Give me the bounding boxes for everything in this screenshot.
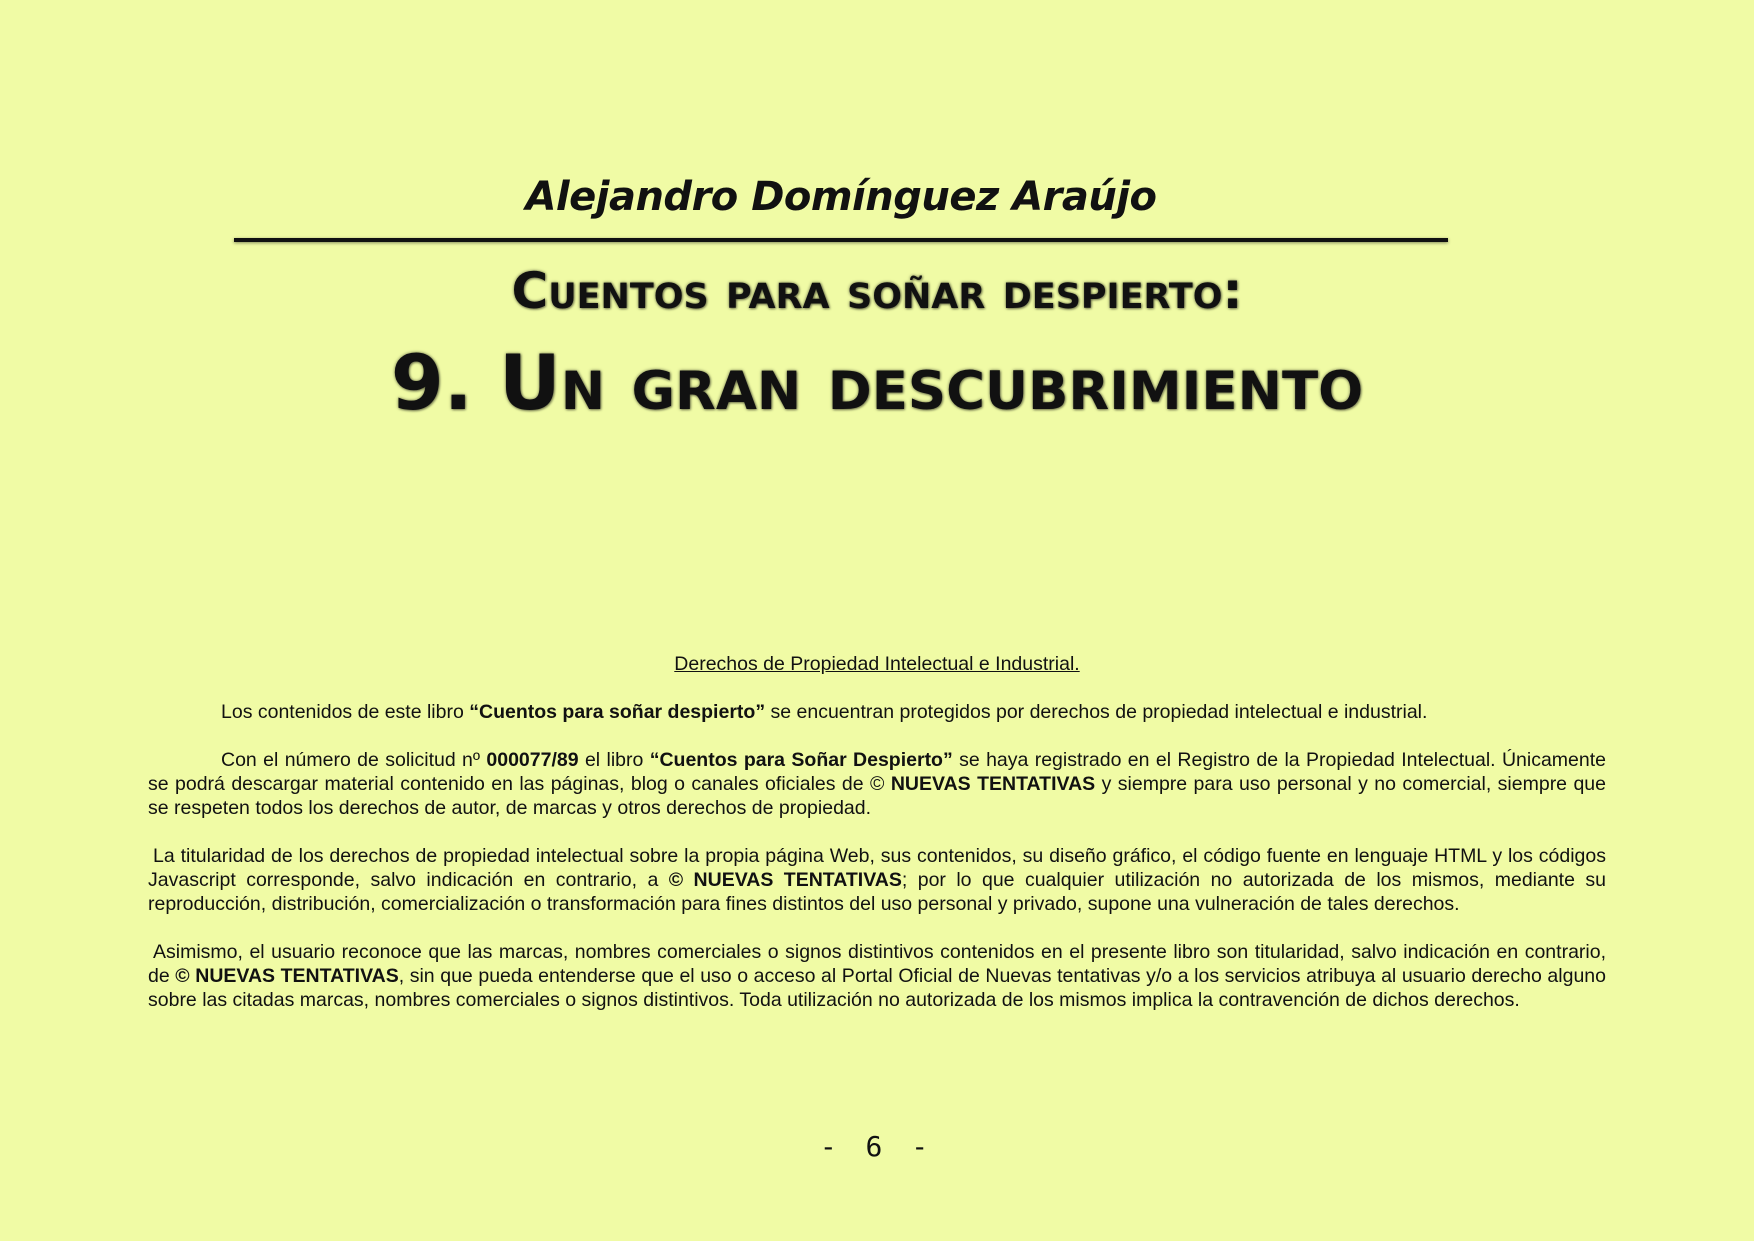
series-title: Cuentos para soñar despierto: — [511, 262, 1243, 320]
text-run: Con el número de solicitud nº — [221, 749, 487, 771]
legal-heading: Derechos de Propiedad Intelectual e Industrial. — [674, 653, 1080, 675]
legal-paragraph-4 — [148, 940, 1606, 1012]
legal-notice — [148, 652, 1606, 1036]
text-run: se haya registrado en el Registro de la Propiedad Intelectual. Únicamente se podrá descargar material contenido en las páginas, blog o canales oficiales de © — [148, 749, 1606, 795]
text-run: ; por lo que cualquier utilización no autorizada de los mismos, mediante su reproducción, distribución, comercialización o transformación para fines distintos del uso personal y privado, supone una vulneración de tales derechos. — [148, 869, 1606, 915]
publisher-name: © NUEVAS TENTATIVAS — [175, 965, 399, 987]
legal-paragraph-2 — [148, 748, 1606, 820]
publisher-name: NUEVAS TENTATIVAS — [890, 773, 1096, 795]
book-title-bold: “Cuentos para Soñar Despierto” — [649, 749, 953, 771]
author-name: Alejandro Domínguez Araújo — [525, 174, 1157, 220]
text-run: Los contenidos de este libro — [221, 701, 470, 723]
header-divider — [234, 238, 1448, 242]
registration-number: 000077/89 — [486, 749, 579, 771]
page-number: - 6 - — [819, 1130, 935, 1163]
text-run: Asimismo, el usuario reconoce que las marcas, nombres comerciales o signos distintivos contenidos en el presente libro son titularidad, salvo indicación en contrario, de — [148, 941, 1606, 987]
book-title-bold: “Cuentos para soñar despierto” — [469, 701, 766, 723]
legal-paragraph-3 — [148, 844, 1606, 916]
text-run: el libro — [578, 749, 650, 771]
chapter-title: 9. Un gran descubrimiento — [390, 338, 1364, 427]
text-run: se encuentran protegidos por derechos de propiedad intelectual e industrial. — [765, 701, 1428, 723]
legal-paragraph-1 — [148, 700, 1606, 724]
text-run: y siempre para uso personal y no comercial, siempre que se respeten todos los derechos de autor, de marcas y otros derechos de propiedad. — [148, 773, 1606, 819]
publisher-name: © NUEVAS TENTATIVAS — [668, 869, 902, 891]
text-run: , sin que pueda entenderse que el uso o acceso al Portal Oficial de Nuevas tentativas y/o a los servicios atribuya al usuario derecho alguno sobre las citadas marcas, nombres comerciales o signos distintivos. Toda utilización no autorizada de los mismos implica la contravención de dichos derechos. — [148, 965, 1606, 1011]
text-run: La titularidad de los derechos de propiedad intelectual sobre la propia página Web, sus contenidos, su diseño gráfico, el código fuente en lenguaje HTML y los códigos Javascript corresponde, salvo indicación en contrario, a — [148, 845, 1606, 891]
